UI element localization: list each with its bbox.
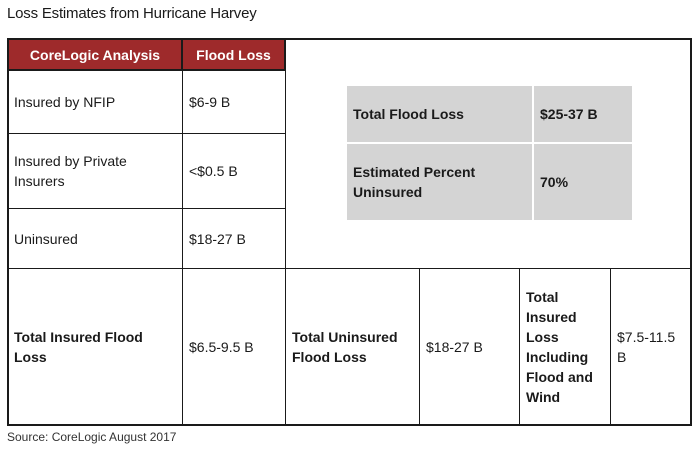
totals-label-flood-and-wind: Total Insured Loss Including Flood and Wind [519,268,611,426]
totals-label-insured: Total Insured Flood Loss [7,268,183,426]
row-label-nfip: Insured by NFIP [7,70,183,134]
row-value-uninsured: $18-27 B [182,208,286,269]
summary-value-total-flood-loss: $25-37 B [534,86,632,142]
totals-value-uninsured: $18-27 B [419,268,520,426]
summary-label-total-flood-loss: Total Flood Loss [347,86,532,142]
source-caption: Source: CoreLogic August 2017 [7,430,177,444]
header-corelogic-analysis: CoreLogic Analysis [7,38,183,71]
row-value-nfip: $6-9 B [182,70,286,134]
page-title: Loss Estimates from Hurricane Harvey [7,5,257,22]
totals-value-flood-and-wind: $7.5-11.5 B [610,268,692,426]
row-label-private-insurers: Insured by Private Insurers [7,133,183,209]
totals-label-uninsured: Total Uninsured Flood Loss [285,268,420,426]
row-label-uninsured: Uninsured [7,208,183,269]
header-flood-loss: Flood Loss [181,38,286,71]
summary-value-percent-uninsured: 70% [534,144,632,220]
row-value-private-insurers: <$0.5 B [182,133,286,209]
totals-value-insured: $6.5-9.5 B [182,268,286,426]
summary-label-percent-uninsured: Estimated Percent Uninsured [347,144,532,220]
